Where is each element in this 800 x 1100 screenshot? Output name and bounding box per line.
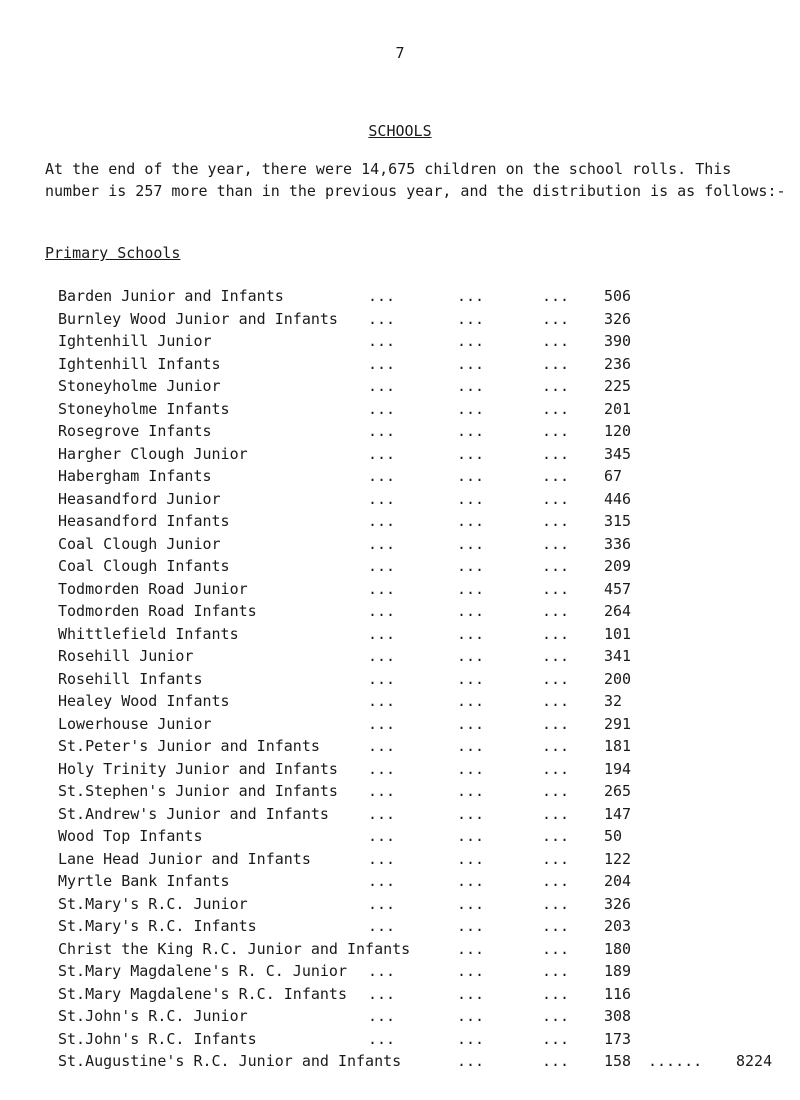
leader-dots: ... — [542, 489, 570, 508]
school-name: Holy Trinity Junior and Infants — [58, 759, 338, 778]
leader-dots: ... — [542, 534, 570, 553]
pupil-count: 116 — [604, 984, 632, 1003]
pupil-count: 204 — [604, 872, 632, 890]
leader-dots: ... — [457, 444, 485, 463]
school-row — [0, 488, 800, 511]
leader-dots: ... — [457, 399, 485, 418]
leader-dots: ... — [457, 849, 485, 868]
pupil-count: 181 — [604, 737, 632, 755]
pupil-count: 203 — [604, 917, 632, 935]
pupil-count: 209 — [604, 557, 632, 575]
leader-dots: ... — [542, 422, 570, 440]
leader-dots: ... — [368, 624, 396, 643]
school-name: Hargher Clough Junior — [58, 444, 248, 463]
school-name: Wood Top Infants — [58, 827, 203, 845]
pupil-count: 264 — [604, 602, 632, 620]
total-leader-dots: ...... — [648, 1052, 703, 1070]
leader-dots: ... — [457, 714, 485, 733]
pupil-count: 446 — [604, 489, 632, 508]
pupil-count: 225 — [604, 377, 632, 395]
leader-dots: ... — [457, 489, 485, 508]
leader-dots: ... — [542, 984, 570, 1003]
leader-dots: ... — [368, 917, 396, 935]
school-name: Whittlefield Infants — [58, 624, 239, 643]
leader-dots: ... — [542, 714, 570, 733]
leader-dots: ... — [457, 1029, 485, 1048]
leader-dots: ... — [368, 512, 396, 530]
school-row — [0, 668, 800, 691]
leader-dots: ... — [457, 422, 485, 440]
leader-dots: ... — [457, 759, 485, 778]
pupil-count: 326 — [604, 894, 632, 913]
leader-dots: ... — [542, 849, 570, 868]
leader-dots: ... — [457, 939, 485, 958]
school-row — [0, 848, 800, 871]
pupil-count: 194 — [604, 759, 632, 778]
leader-dots: ... — [542, 1052, 570, 1070]
leader-dots: ... — [457, 377, 485, 395]
primary-schools-subheading: Primary Schools — [45, 244, 181, 262]
school-name: Lane Head Junior and Infants — [58, 849, 311, 868]
schools-list — [0, 285, 800, 1073]
school-name: Barden Junior and Infants — [58, 287, 284, 305]
school-row — [0, 938, 800, 961]
leader-dots: ... — [457, 287, 485, 305]
school-row — [0, 375, 800, 398]
leader-dots: ... — [457, 917, 485, 935]
school-row — [0, 870, 800, 893]
leader-dots: ... — [457, 354, 485, 373]
leader-dots: ... — [368, 399, 396, 418]
leader-dots: ... — [542, 309, 570, 328]
leader-dots: ... — [368, 984, 396, 1003]
pupil-count: 291 — [604, 714, 632, 733]
school-row — [0, 803, 800, 826]
leader-dots: ... — [368, 309, 396, 328]
leader-dots: ... — [542, 737, 570, 755]
leader-dots: ... — [542, 917, 570, 935]
leader-dots: ... — [368, 827, 396, 845]
leader-dots: ... — [368, 287, 396, 305]
intro-paragraph: At the end of the year, there were 14,675 children on the school rolls. This number is 257 more than in the previous year, and the distribution is as follows:- — [45, 160, 786, 200]
leader-dots: ... — [368, 759, 396, 778]
school-name: Coal Clough Junior — [58, 534, 221, 553]
leader-dots: ... — [457, 332, 485, 350]
pupil-count: 50 — [604, 827, 623, 845]
leader-dots: ... — [542, 287, 570, 305]
school-name: Rosehill Infants — [58, 669, 203, 688]
school-row — [0, 533, 800, 556]
school-row — [0, 285, 800, 308]
leader-dots: ... — [368, 332, 396, 350]
school-name: Ightenhill Infants — [58, 354, 221, 373]
school-row — [0, 1005, 800, 1028]
school-row — [0, 308, 800, 331]
school-row — [0, 465, 800, 488]
school-row — [0, 1050, 800, 1073]
school-row — [0, 915, 800, 938]
school-name: Stoneyholme Infants — [58, 399, 230, 418]
school-name: St.John's R.C. Junior — [58, 1007, 248, 1025]
leader-dots: ... — [542, 782, 570, 800]
leader-dots: ... — [457, 602, 485, 620]
pupil-count: 326 — [604, 309, 632, 328]
leader-dots: ... — [368, 962, 396, 980]
school-row — [0, 690, 800, 713]
leader-dots: ... — [542, 962, 570, 980]
pupil-count: 147 — [604, 804, 632, 823]
school-name: Myrtle Bank Infants — [58, 872, 230, 890]
leader-dots: ... — [368, 1029, 396, 1048]
leader-dots: ... — [542, 872, 570, 890]
leader-dots: ... — [542, 759, 570, 778]
leader-dots: ... — [457, 647, 485, 665]
leader-dots: ... — [368, 444, 396, 463]
school-name: Heasandford Infants — [58, 512, 230, 530]
leader-dots: ... — [542, 827, 570, 845]
pupil-count: 173 — [604, 1029, 632, 1048]
leader-dots: ... — [457, 692, 485, 710]
leader-dots: ... — [457, 737, 485, 755]
pupil-count: 67 — [604, 467, 623, 485]
school-row — [0, 645, 800, 668]
school-name: St.Peter's Junior and Infants — [58, 737, 320, 755]
leader-dots: ... — [368, 714, 396, 733]
leader-dots: ... — [542, 624, 570, 643]
leader-dots: ... — [457, 804, 485, 823]
leader-dots: ... — [368, 354, 396, 373]
school-row — [0, 713, 800, 736]
leader-dots: ... — [457, 872, 485, 890]
leader-dots: ... — [457, 984, 485, 1003]
school-name: St.Mary Magdalene's R. C. Junior — [58, 962, 347, 980]
pupil-count: 122 — [604, 849, 632, 868]
leader-dots: ... — [368, 579, 396, 598]
school-name: Burnley Wood Junior and Infants — [58, 309, 338, 328]
leader-dots: ... — [457, 512, 485, 530]
school-name: Christ the King R.C. Junior and Infants — [58, 939, 411, 958]
pupil-count: 200 — [604, 669, 632, 688]
leader-dots: ... — [368, 669, 396, 688]
leader-dots: ... — [368, 647, 396, 665]
leader-dots: ... — [457, 782, 485, 800]
school-name: Habergham Infants — [58, 467, 212, 485]
leader-dots: ... — [542, 939, 570, 958]
leader-dots: ... — [542, 602, 570, 620]
school-row — [0, 825, 800, 848]
leader-dots: ... — [368, 692, 396, 710]
leader-dots: ... — [457, 309, 485, 328]
leader-dots: ... — [542, 669, 570, 688]
school-row — [0, 353, 800, 376]
section-heading — [0, 122, 800, 140]
leader-dots: ... — [542, 804, 570, 823]
pupil-count: 506 — [604, 287, 632, 305]
school-name: Ightenhill Junior — [58, 332, 212, 350]
pupil-count: 341 — [604, 647, 632, 665]
school-name: St.Mary's R.C. Junior — [58, 894, 248, 913]
leader-dots: ... — [457, 624, 485, 643]
heading-text: SCHOOLS — [368, 122, 432, 140]
school-name: Healey Wood Infants — [58, 692, 230, 710]
pupil-count: 101 — [604, 624, 632, 643]
page-number: 7 — [395, 44, 405, 62]
school-row — [0, 420, 800, 443]
pupil-count: 390 — [604, 332, 632, 350]
school-name: Lowerhouse Junior — [58, 714, 212, 733]
pupil-count: 201 — [604, 399, 632, 418]
pupil-count: 308 — [604, 1007, 632, 1025]
leader-dots: ... — [542, 557, 570, 575]
leader-dots: ... — [457, 467, 485, 485]
school-row — [0, 983, 800, 1006]
school-name: Heasandford Junior — [58, 489, 221, 508]
leader-dots: ... — [542, 1007, 570, 1025]
leader-dots: ... — [368, 602, 396, 620]
pupil-count: 345 — [604, 444, 632, 463]
leader-dots: ... — [542, 377, 570, 395]
school-name: Coal Clough Infants — [58, 557, 230, 575]
school-name: St.Andrew's Junior and Infants — [58, 804, 329, 823]
leader-dots: ... — [457, 962, 485, 980]
leader-dots: ... — [457, 669, 485, 688]
pupil-count: 189 — [604, 962, 632, 980]
leader-dots: ... — [368, 849, 396, 868]
school-row — [0, 1028, 800, 1051]
leader-dots: ... — [457, 534, 485, 553]
leader-dots: ... — [368, 534, 396, 553]
school-row — [0, 510, 800, 533]
pupil-count: 315 — [604, 512, 632, 530]
leader-dots: ... — [457, 1052, 485, 1070]
school-name: St.Stephen's Junior and Infants — [58, 782, 338, 800]
leader-dots: ... — [368, 489, 396, 508]
school-row — [0, 555, 800, 578]
leader-dots: ... — [542, 399, 570, 418]
leader-dots: ... — [457, 557, 485, 575]
leader-dots: ... — [368, 377, 396, 395]
school-row — [0, 735, 800, 758]
school-name: Rosehill Junior — [58, 647, 194, 665]
pupil-count: 158 — [604, 1052, 632, 1070]
school-name: St.Mary Magdalene's R.C. Infants — [58, 984, 347, 1003]
school-name: Stoneyholme Junior — [58, 377, 221, 395]
leader-dots: ... — [542, 647, 570, 665]
school-row — [0, 893, 800, 916]
school-name: Rosegrove Infants — [58, 422, 212, 440]
school-row — [0, 960, 800, 983]
leader-dots: ... — [457, 827, 485, 845]
school-row — [0, 578, 800, 601]
leader-dots: ... — [457, 1007, 485, 1025]
leader-dots: ... — [368, 422, 396, 440]
school-row — [0, 623, 800, 646]
school-name: St.Mary's R.C. Infants — [58, 917, 257, 935]
school-row — [0, 600, 800, 623]
leader-dots: ... — [368, 782, 396, 800]
leader-dots: ... — [368, 872, 396, 890]
leader-dots: ... — [457, 579, 485, 598]
pupil-count: 336 — [604, 534, 632, 553]
leader-dots: ... — [368, 557, 396, 575]
leader-dots: ... — [542, 354, 570, 373]
leader-dots: ... — [542, 467, 570, 485]
leader-dots: ... — [542, 512, 570, 530]
school-row — [0, 758, 800, 781]
school-row — [0, 398, 800, 421]
leader-dots: ... — [542, 894, 570, 913]
pupil-count: 120 — [604, 422, 632, 440]
leader-dots: ... — [542, 332, 570, 350]
school-name: Todmorden Road Infants — [58, 602, 257, 620]
leader-dots: ... — [542, 579, 570, 598]
school-name: St.Augustine's R.C. Junior and Infants — [58, 1052, 402, 1070]
pupil-count: 457 — [604, 579, 632, 598]
leader-dots: ... — [368, 804, 396, 823]
school-name: St.John's R.C. Infants — [58, 1029, 257, 1048]
leader-dots: ... — [368, 1007, 396, 1025]
school-row — [0, 780, 800, 803]
leader-dots: ... — [368, 737, 396, 755]
pupil-count: 180 — [604, 939, 632, 958]
leader-dots: ... — [542, 1029, 570, 1048]
school-row — [0, 330, 800, 353]
pupil-count: 265 — [604, 782, 632, 800]
school-row — [0, 443, 800, 466]
leader-dots: ... — [457, 894, 485, 913]
school-name: Todmorden Road Junior — [58, 579, 248, 598]
leader-dots: ... — [368, 467, 396, 485]
leader-dots: ... — [542, 444, 570, 463]
leader-dots: ... — [542, 692, 570, 710]
primary-schools-total: 8224 — [736, 1052, 773, 1070]
pupil-count: 32 — [604, 692, 623, 710]
pupil-count: 236 — [604, 354, 632, 373]
leader-dots: ... — [368, 894, 396, 913]
